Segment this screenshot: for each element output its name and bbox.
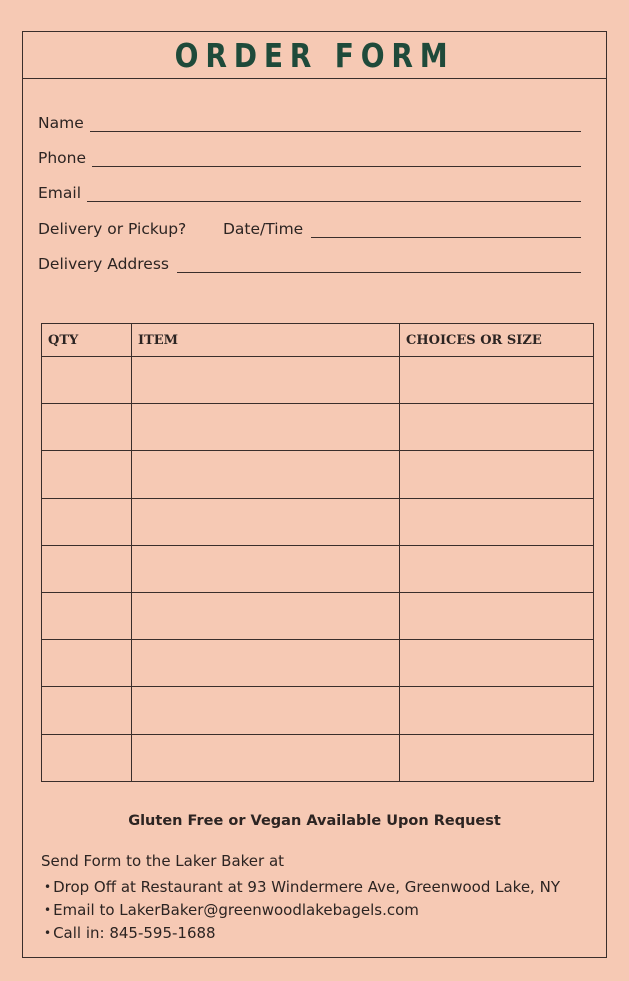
order-items-table xyxy=(41,323,594,782)
email-line[interactable] xyxy=(87,200,581,202)
choices-cell[interactable] xyxy=(400,592,594,639)
table-row xyxy=(42,687,594,734)
send-title: Send Form to the Laker Baker at xyxy=(41,852,285,870)
phone-label: Phone xyxy=(38,149,87,167)
delivery-address-field[interactable] xyxy=(38,255,581,273)
date-time-label: Date/Time xyxy=(223,220,304,238)
form-title: ORDER FORM xyxy=(174,35,455,75)
qty-cell[interactable] xyxy=(42,687,132,734)
item-cell[interactable] xyxy=(132,451,400,498)
name-line[interactable] xyxy=(90,130,581,132)
order-rows xyxy=(42,357,594,782)
table-header-row xyxy=(42,324,594,357)
list-item xyxy=(44,921,560,944)
item-cell[interactable] xyxy=(132,545,400,592)
list-item xyxy=(44,898,560,921)
drop-off-text: Drop Off at Restaurant at 93 Windermere Ave, Greenwood Lake, NY xyxy=(53,877,560,896)
choices-cell[interactable] xyxy=(400,357,594,404)
bullet-icon: • xyxy=(44,879,52,894)
table-row xyxy=(42,404,594,451)
item-cell[interactable] xyxy=(132,592,400,639)
qty-cell[interactable] xyxy=(42,545,132,592)
date-time-field[interactable] xyxy=(223,220,581,238)
choices-cell[interactable] xyxy=(400,451,594,498)
choices-cell[interactable] xyxy=(400,498,594,545)
item-cell[interactable] xyxy=(132,687,400,734)
qty-cell[interactable] xyxy=(42,498,132,545)
item-cell[interactable] xyxy=(132,357,400,404)
qty-cell[interactable] xyxy=(42,592,132,639)
delivery-address-line[interactable] xyxy=(177,271,581,273)
call-in-text[interactable]: Call in: 845-595-1688 xyxy=(53,923,216,942)
qty-cell[interactable] xyxy=(42,451,132,498)
delivery-or-pickup-field xyxy=(38,220,186,238)
choices-cell[interactable] xyxy=(400,687,594,734)
choices-cell[interactable] xyxy=(400,404,594,451)
delivery-address-label: Delivery Address xyxy=(38,255,169,273)
bullet-icon: • xyxy=(44,925,52,940)
table-row xyxy=(42,545,594,592)
email-text[interactable]: Email to LakerBaker@greenwoodlakebagels.com xyxy=(53,900,419,919)
table-row xyxy=(42,592,594,639)
table-row xyxy=(42,640,594,687)
choices-cell[interactable] xyxy=(400,640,594,687)
item-header: ITEM xyxy=(132,324,400,357)
name-field[interactable] xyxy=(38,114,581,132)
choices-cell[interactable] xyxy=(400,545,594,592)
delivery-or-pickup-label: Delivery or Pickup? xyxy=(38,220,187,238)
list-item xyxy=(44,875,560,898)
table-row xyxy=(42,357,594,404)
email-field[interactable] xyxy=(38,184,581,202)
phone-field[interactable] xyxy=(38,149,581,167)
item-cell[interactable] xyxy=(132,640,400,687)
dietary-note: Gluten Free or Vegan Available Upon Request xyxy=(128,813,501,829)
qty-cell[interactable] xyxy=(42,357,132,404)
table-row xyxy=(42,734,594,781)
item-cell[interactable] xyxy=(132,498,400,545)
phone-line[interactable] xyxy=(92,165,581,167)
date-time-line[interactable] xyxy=(311,236,581,238)
qty-header: QTY xyxy=(42,324,132,357)
qty-cell[interactable] xyxy=(42,404,132,451)
choices-header: CHOICES OR SIZE xyxy=(400,324,594,357)
bullet-icon: • xyxy=(44,902,52,917)
choices-cell[interactable] xyxy=(400,734,594,781)
name-label: Name xyxy=(38,114,84,132)
item-cell[interactable] xyxy=(132,404,400,451)
qty-cell[interactable] xyxy=(42,734,132,781)
title-bar xyxy=(23,32,606,79)
table-row xyxy=(42,498,594,545)
send-list xyxy=(44,875,560,944)
email-label: Email xyxy=(38,184,82,202)
table-row xyxy=(42,451,594,498)
qty-cell[interactable] xyxy=(42,640,132,687)
item-cell[interactable] xyxy=(132,734,400,781)
